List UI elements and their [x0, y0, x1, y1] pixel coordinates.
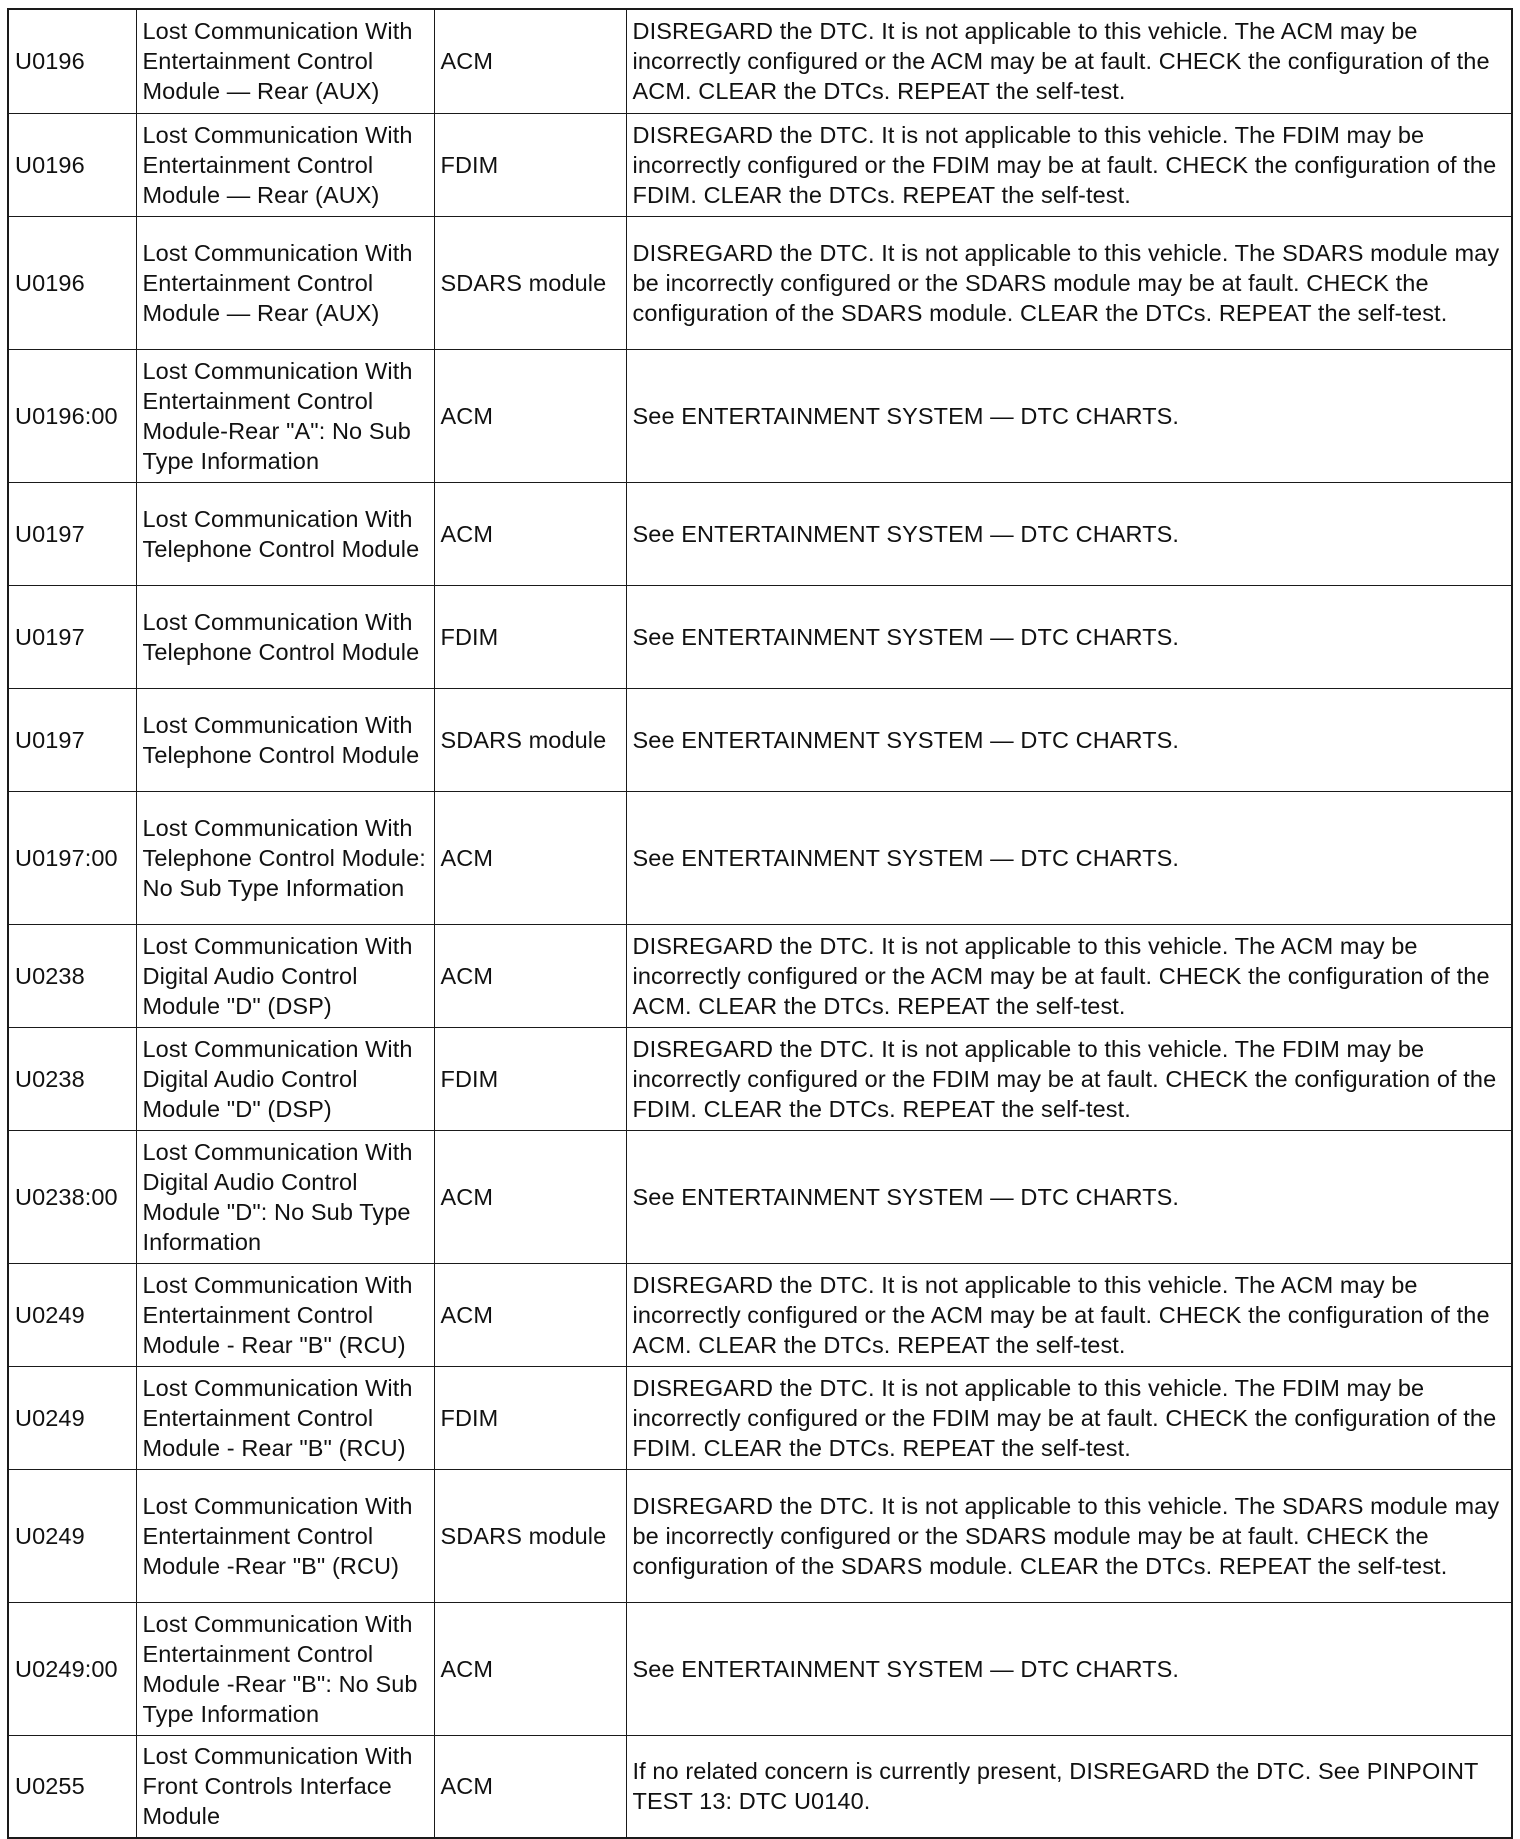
module-cell: ACM [434, 1263, 626, 1366]
table-row [8, 482, 1512, 585]
dtc-description-cell: Lost Communication With Entertainment Control Module — Rear (AUX) [136, 113, 434, 216]
table-row [8, 1366, 1512, 1469]
dtc-description-cell: Lost Communication With Entertainment Control Module -Rear "B" (RCU) [136, 1469, 434, 1602]
table-row [8, 1602, 1512, 1735]
dtc-code-cell: U0238 [8, 1027, 136, 1130]
dtc-description-cell: Lost Communication With Digital Audio Control Module "D": No Sub Type Information [136, 1130, 434, 1263]
action-cell: If no related concern is currently present, DISREGARD the DTC. See PINPOINT TEST 13: DTC U0140. [626, 1735, 1512, 1838]
table-row [8, 349, 1512, 482]
table-row [8, 9, 1512, 113]
action-cell: See ENTERTAINMENT SYSTEM — DTC CHARTS. [626, 688, 1512, 791]
module-cell: ACM [434, 482, 626, 585]
dtc-code-cell: U0255 [8, 1735, 136, 1838]
dtc-code-cell: U0196:00 [8, 349, 136, 482]
module-cell: SDARS module [434, 216, 626, 349]
action-cell: DISREGARD the DTC. It is not applicable to this vehicle. The ACM may be incorrectly configured or the ACM may be at fault. CHECK the configuration of the ACM. CLEAR the DTCs. REPEAT the self-test. [626, 1263, 1512, 1366]
action-cell: See ENTERTAINMENT SYSTEM — DTC CHARTS. [626, 349, 1512, 482]
module-cell: ACM [434, 1602, 626, 1735]
table-row [8, 1027, 1512, 1130]
module-cell: ACM [434, 1130, 626, 1263]
dtc-code-cell: U0196 [8, 216, 136, 349]
action-cell: DISREGARD the DTC. It is not applicable to this vehicle. The SDARS module may be incorrectly configured or the SDARS module may be at fault. CHECK the configuration of the SDARS module. CLEAR the DTCs. REPEAT the self-test. [626, 1469, 1512, 1602]
dtc-description-cell: Lost Communication With Entertainment Control Module-Rear "A": No Sub Type Information [136, 349, 434, 482]
dtc-description-cell: Lost Communication With Telephone Control Module [136, 585, 434, 688]
dtc-code-cell: U0196 [8, 9, 136, 113]
module-cell: SDARS module [434, 1469, 626, 1602]
action-cell: DISREGARD the DTC. It is not applicable to this vehicle. The FDIM may be incorrectly configured or the FDIM may be at fault. CHECK the configuration of the FDIM. CLEAR the DTCs. REPEAT the self-test. [626, 1366, 1512, 1469]
dtc-description-cell: Lost Communication With Digital Audio Control Module "D" (DSP) [136, 1027, 434, 1130]
dtc-code-cell: U0197:00 [8, 791, 136, 924]
dtc-code-cell: U0249 [8, 1263, 136, 1366]
table-row [8, 1469, 1512, 1602]
table-row [8, 1130, 1512, 1263]
action-cell: See ENTERTAINMENT SYSTEM — DTC CHARTS. [626, 791, 1512, 924]
dtc-table [7, 8, 1513, 1839]
dtc-description-cell: Lost Communication With Telephone Control Module [136, 482, 434, 585]
dtc-description-cell: Lost Communication With Entertainment Control Module - Rear "B" (RCU) [136, 1263, 434, 1366]
action-cell: DISREGARD the DTC. It is not applicable to this vehicle. The ACM may be incorrectly configured or the ACM may be at fault. CHECK the configuration of the ACM. CLEAR the DTCs. REPEAT the self-test. [626, 924, 1512, 1027]
dtc-description-cell: Lost Communication With Entertainment Control Module - Rear "B" (RCU) [136, 1366, 434, 1469]
dtc-code-cell: U0197 [8, 482, 136, 585]
action-cell: DISREGARD the DTC. It is not applicable to this vehicle. The SDARS module may be incorrectly configured or the SDARS module may be at fault. CHECK the configuration of the SDARS module. CLEAR the DTCs. REPEAT the self-test. [626, 216, 1512, 349]
dtc-code-cell: U0238:00 [8, 1130, 136, 1263]
table-row [8, 1263, 1512, 1366]
action-cell: See ENTERTAINMENT SYSTEM — DTC CHARTS. [626, 1602, 1512, 1735]
module-cell: ACM [434, 924, 626, 1027]
table-row [8, 113, 1512, 216]
dtc-description-cell: Lost Communication With Digital Audio Control Module "D" (DSP) [136, 924, 434, 1027]
module-cell: SDARS module [434, 688, 626, 791]
table-row [8, 924, 1512, 1027]
action-cell: DISREGARD the DTC. It is not applicable to this vehicle. The FDIM may be incorrectly configured or the FDIM may be at fault. CHECK the configuration of the FDIM. CLEAR the DTCs. REPEAT the self-test. [626, 113, 1512, 216]
module-cell: ACM [434, 9, 626, 113]
module-cell: ACM [434, 791, 626, 924]
module-cell: FDIM [434, 1366, 626, 1469]
action-cell: See ENTERTAINMENT SYSTEM — DTC CHARTS. [626, 482, 1512, 585]
module-cell: FDIM [434, 1027, 626, 1130]
dtc-code-cell: U0197 [8, 585, 136, 688]
action-cell: DISREGARD the DTC. It is not applicable to this vehicle. The ACM may be incorrectly configured or the ACM may be at fault. CHECK the configuration of the ACM. CLEAR the DTCs. REPEAT the self-test. [626, 9, 1512, 113]
module-cell: FDIM [434, 585, 626, 688]
dtc-description-cell: Lost Communication With Telephone Control Module: No Sub Type Information [136, 791, 434, 924]
dtc-code-cell: U0249 [8, 1366, 136, 1469]
dtc-description-cell: Lost Communication With Front Controls Interface Module [136, 1735, 434, 1838]
module-cell: ACM [434, 349, 626, 482]
dtc-description-cell: Lost Communication With Entertainment Control Module -Rear "B": No Sub Type Information [136, 1602, 434, 1735]
dtc-code-cell: U0196 [8, 113, 136, 216]
document-page [7, 8, 1511, 1839]
table-row [8, 216, 1512, 349]
action-cell: DISREGARD the DTC. It is not applicable to this vehicle. The FDIM may be incorrectly configured or the FDIM may be at fault. CHECK the configuration of the FDIM. CLEAR the DTCs. REPEAT the self-test. [626, 1027, 1512, 1130]
module-cell: ACM [434, 1735, 626, 1838]
dtc-code-cell: U0238 [8, 924, 136, 1027]
dtc-code-cell: U0197 [8, 688, 136, 791]
dtc-description-cell: Lost Communication With Telephone Control Module [136, 688, 434, 791]
dtc-description-cell: Lost Communication With Entertainment Control Module — Rear (AUX) [136, 216, 434, 349]
action-cell: See ENTERTAINMENT SYSTEM — DTC CHARTS. [626, 585, 1512, 688]
module-cell: FDIM [434, 113, 626, 216]
table-row [8, 791, 1512, 924]
action-cell: See ENTERTAINMENT SYSTEM — DTC CHARTS. [626, 1130, 1512, 1263]
table-row [8, 585, 1512, 688]
dtc-description-cell: Lost Communication With Entertainment Control Module — Rear (AUX) [136, 9, 434, 113]
table-row [8, 1735, 1512, 1838]
table-row [8, 688, 1512, 791]
dtc-code-cell: U0249 [8, 1469, 136, 1602]
dtc-code-cell: U0249:00 [8, 1602, 136, 1735]
